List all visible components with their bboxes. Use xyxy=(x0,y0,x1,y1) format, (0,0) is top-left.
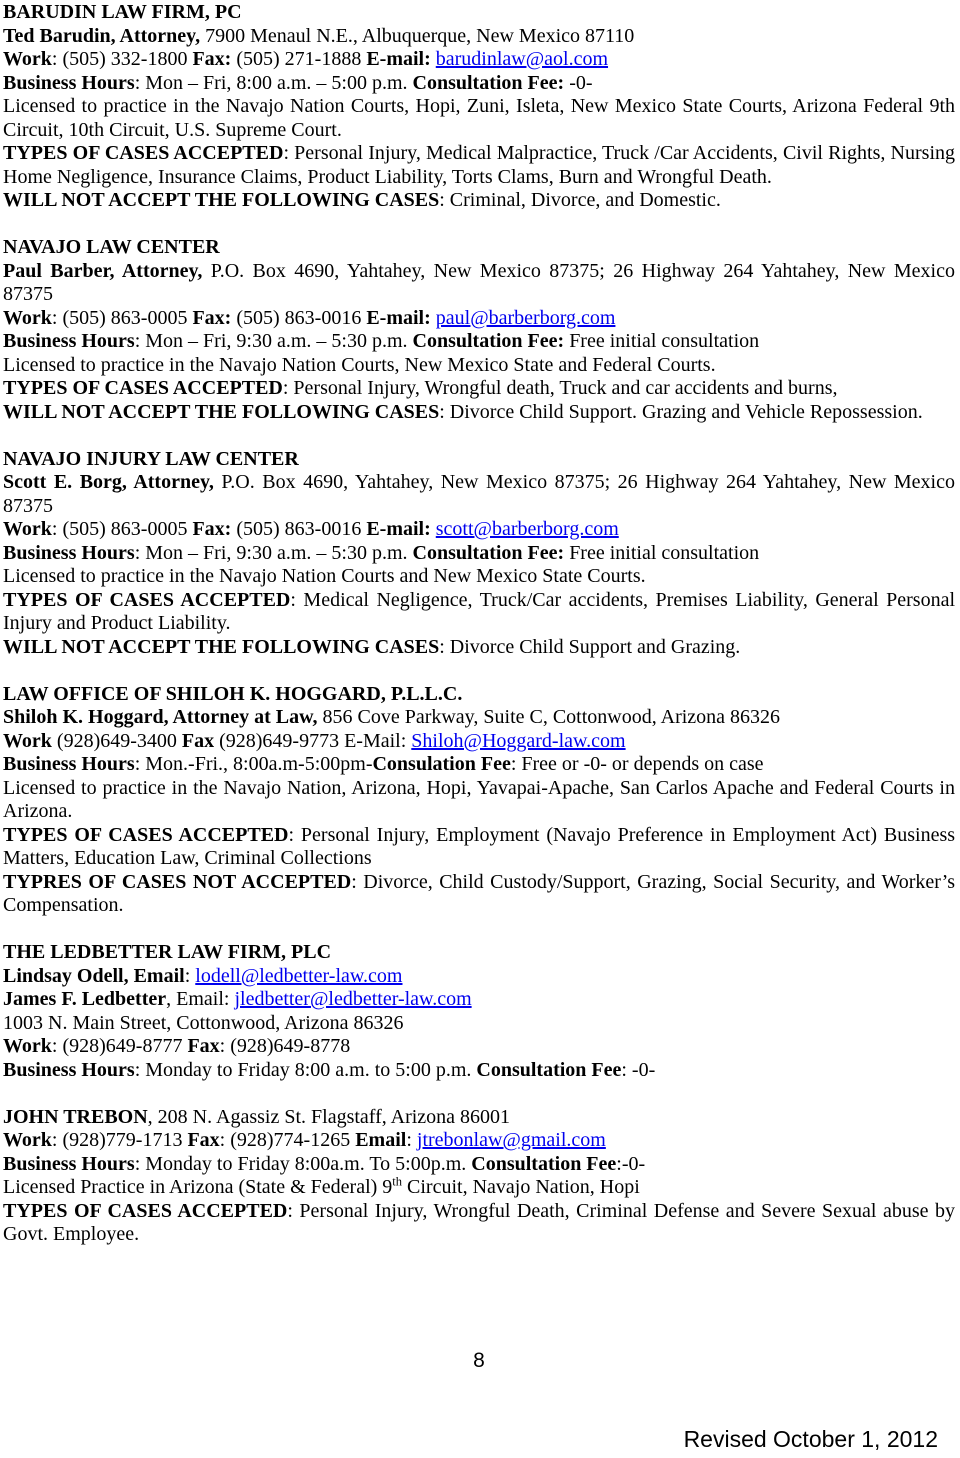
firm-heading xyxy=(3,683,955,707)
label-text: Business Hours xyxy=(3,541,135,564)
paragraph xyxy=(3,636,955,660)
text: : (928)649-8777 xyxy=(51,1035,188,1057)
label-text: Fax xyxy=(181,729,215,752)
label-text: Shiloh K. Hoggard, Attorney at Law, xyxy=(3,706,318,728)
label-text: Business Hours xyxy=(3,753,135,775)
paragraph xyxy=(3,260,955,307)
text: Licensed to practice in the Navajo Nation Courts and New Mexico State Courts. xyxy=(3,565,646,587)
firm-heading xyxy=(3,1,955,25)
text: : Monday to Friday 8:00a.m. To 5:00p.m. xyxy=(134,1152,472,1175)
label-text: TYPES OF CASES ACCEPTED xyxy=(3,588,291,611)
text: Circuit, Navajo Nation, Hopi xyxy=(402,1176,640,1198)
label-text: Consultation Fee: xyxy=(412,71,565,94)
label-text: Work xyxy=(3,1129,52,1151)
text: : Mon – Fri, 9:30 a.m. – 5:30 p.m. xyxy=(134,330,413,352)
label-text: Work xyxy=(3,518,52,540)
label-text: BARUDIN LAW FIRM, PC xyxy=(3,1,242,23)
paragraph xyxy=(3,377,955,401)
paragraph xyxy=(3,72,955,96)
paragraph xyxy=(3,565,955,589)
label-text: Work xyxy=(3,729,52,752)
paragraph xyxy=(3,1176,955,1200)
email-link[interactable]: paul@barberborg.com xyxy=(435,306,616,329)
paragraph xyxy=(3,589,955,636)
label-text: LAW OFFICE OF SHILOH K. HOGGARD, P.L.L.C. xyxy=(3,682,463,705)
label-text: TYPES OF CASES ACCEPTED xyxy=(3,823,289,846)
text: Free initial consultation xyxy=(564,541,760,564)
text: P.O. Box 4690, Yahtahey, New Mexico 87375; 26 Highway 264 Yahtahey, New Mexico 87375 xyxy=(3,471,955,517)
label-text: WILL NOT ACCEPT THE FOLLOWING CASES xyxy=(3,400,440,423)
paragraph xyxy=(3,95,955,142)
firm-section-the-ledbetter-law-firm xyxy=(3,941,955,1082)
text: : Mon.-Fri., 8:00a.m-5:00pm- xyxy=(134,753,373,775)
paragraph xyxy=(3,965,955,989)
document-body xyxy=(3,1,955,1270)
paragraph xyxy=(3,706,955,730)
label-text: NAVAJO INJURY LAW CENTER xyxy=(3,447,299,470)
page-number: 8 xyxy=(473,1349,485,1372)
paragraph xyxy=(3,1059,955,1083)
text: :-0- xyxy=(616,1152,646,1175)
paragraph xyxy=(3,354,955,378)
text: 856 Cove Parkway, Suite C, Cottonwood, Arizona 86326 xyxy=(317,706,781,728)
revision-note: Revised October 1, 2012 xyxy=(683,1426,938,1452)
text: : Free or -0- or depends on case xyxy=(510,753,764,775)
firm-heading xyxy=(3,448,955,472)
text: Licensed to practice in the Navajo Nation Courts, Hopi, Zuni, Isleta, New Mexico State Courts, Arizona Federal 9th Circuit, 10th Circuit, U.S. Supreme Court. xyxy=(3,95,955,141)
label-text: JOHN TREBON xyxy=(3,1105,148,1128)
paragraph xyxy=(3,1035,955,1059)
text: Licensed to practice in the Navajo Nation Courts, New Mexico State and Federal Courts. xyxy=(3,353,716,376)
text: : (505) 863-0005 xyxy=(51,518,193,540)
paragraph xyxy=(3,189,955,213)
paragraph xyxy=(3,988,955,1012)
label-text: Work xyxy=(3,306,52,329)
text: : Mon – Fri, 9:30 a.m. – 5:30 p.m. xyxy=(134,541,413,564)
text: (505) 271-1888 xyxy=(231,48,367,70)
label-text: Consultation Fee xyxy=(476,1058,622,1081)
label-text: Fax xyxy=(187,1035,220,1057)
email-link[interactable]: jledbetter@ledbetter-law.com xyxy=(234,988,472,1010)
email-link[interactable]: barudinlaw@aol.com xyxy=(435,48,609,70)
text: th xyxy=(392,1174,403,1189)
firm-section-navajo-injury-law-center xyxy=(3,448,955,660)
label-text: Consultation Fee xyxy=(471,1152,617,1175)
text: -0- xyxy=(564,71,593,94)
label-text: Consultation Fee: xyxy=(412,541,565,564)
label-text: Fax xyxy=(187,1129,220,1151)
label-text: Business Hours xyxy=(3,330,135,352)
text: , 208 N. Agassiz St. Flagstaff, Arizona 86001 xyxy=(147,1105,511,1128)
paragraph xyxy=(3,307,955,331)
paragraph xyxy=(3,542,955,566)
text: : Medical Negligence, Truck/Car accidents, Premises Liability, General Personal Injury and Product Liability. xyxy=(3,588,956,634)
label-text: THE LEDBETTER LAW FIRM, PLC xyxy=(3,941,332,963)
text: : (505) 863-0005 xyxy=(51,306,193,329)
label-text: Business Hours xyxy=(3,71,135,94)
text: 7900 Menaul N.E., Albuquerque, New Mexico 87110 xyxy=(200,24,635,47)
paragraph xyxy=(3,1200,955,1247)
text: Licensed Practice in Arizona (State & Federal) 9 xyxy=(3,1176,393,1198)
paragraph xyxy=(3,1012,955,1036)
email-link[interactable]: jtrebonlaw@gmail.com xyxy=(416,1129,606,1151)
email-link[interactable]: scott@barberborg.com xyxy=(435,518,619,540)
text: : -0- xyxy=(621,1058,656,1081)
firm-section-john-trebon xyxy=(3,1106,955,1247)
email-link[interactable]: lodell@ledbetter-law.com xyxy=(195,964,403,987)
paragraph xyxy=(3,330,955,354)
text: : Mon – Fri, 8:00 a.m. – 5:00 p.m. xyxy=(134,71,413,94)
label-text: NAVAJO LAW CENTER xyxy=(3,236,220,258)
label-text: Email xyxy=(355,1129,407,1151)
text: P.O. Box 4690, Yahtahey, New Mexico 87375; 26 Highway 264 Yahtahey, New Mexico 87375 xyxy=(3,259,955,305)
firm-heading xyxy=(3,236,955,260)
text: : (505) 332-1800 xyxy=(51,48,193,70)
paragraph xyxy=(3,142,955,189)
paragraph xyxy=(3,1153,955,1177)
paragraph xyxy=(3,777,955,824)
text: 1003 N. Main Street, Cottonwood, Arizona 86326 xyxy=(3,1011,404,1034)
label-text: Scott E. Borg, Attorney, xyxy=(3,471,214,493)
text: : Criminal, Divorce, and Domestic. xyxy=(439,189,721,211)
label-text: E-mail: xyxy=(366,306,431,329)
paragraph xyxy=(3,471,955,518)
label-text: Work xyxy=(3,48,52,70)
label-text: WILL NOT ACCEPT THE FOLLOWING CASES xyxy=(3,189,440,211)
text: : Divorce Child Support. Grazing and Vehicle Repossession. xyxy=(439,400,923,423)
text: Free initial consultation xyxy=(564,330,760,352)
label-text: James F. Ledbetter xyxy=(3,988,167,1010)
label-text: Fax: xyxy=(192,306,232,329)
text: (928)649-9773 E-Mail: xyxy=(214,729,412,752)
label-text: Ted Barudin, Attorney, xyxy=(3,24,201,47)
firm-section-navajo-law-center xyxy=(3,236,955,424)
text: : Divorce Child Support and Grazing. xyxy=(439,635,741,658)
text: : xyxy=(406,1129,417,1151)
label-text: TYPES OF CASES ACCEPTED xyxy=(3,142,284,164)
text: : (928)649-8778 xyxy=(219,1035,351,1057)
text: (505) 863-0016 xyxy=(231,518,367,540)
paragraph xyxy=(3,730,955,754)
paragraph xyxy=(3,25,955,49)
text: (928)649-3400 xyxy=(51,729,182,752)
text: , Email: xyxy=(166,988,235,1010)
text: : xyxy=(184,964,196,987)
label-text: TYPES OF CASES ACCEPTED xyxy=(3,1199,288,1222)
label-text: Business Hours xyxy=(3,1058,135,1081)
text: : Divorce, Child Custody/Support, Grazing, Social Security, and Worker’s Compensation. xyxy=(3,870,956,916)
label-text: TYPRES OF CASES NOT ACCEPTED xyxy=(3,870,352,893)
firm-heading xyxy=(3,941,955,965)
label-text: Lindsay Odell, Email xyxy=(3,964,185,987)
paragraph xyxy=(3,518,955,542)
label-text: TYPES OF CASES ACCEPTED xyxy=(3,377,283,399)
text: (505) 863-0016 xyxy=(231,306,367,329)
label-text: Paul Barber, Attorney, xyxy=(3,259,203,282)
label-text: Work xyxy=(3,1035,52,1057)
label-text: Consultation Fee: xyxy=(412,330,565,352)
firm-heading xyxy=(3,1106,955,1130)
paragraph xyxy=(3,824,955,871)
firm-section-law-office-of-shiloh-k-hoggard xyxy=(3,683,955,918)
label-text: WILL NOT ACCEPT THE FOLLOWING CASES xyxy=(3,635,440,658)
text: : Personal Injury, Medical Malpractice, Truck /Car Accidents, Civil Rights, Nursing Home Negligence, Insurance Claims, Product Liability, Torts Clams, Burn and Wrongful Death. xyxy=(3,142,956,188)
label-text: Consulation Fee xyxy=(372,753,511,775)
text: : (928)774-1265 xyxy=(219,1129,356,1151)
text: Licensed to practice in the Navajo Nation, Arizona, Hopi, Yavapai-Apache, San Carlos Apache and Federal Courts in Arizona. xyxy=(3,776,955,822)
label-text: Fax: xyxy=(192,48,232,70)
label-text: Business Hours xyxy=(3,1152,135,1175)
text: : (928)779-1713 xyxy=(51,1129,188,1151)
text: : Personal Injury, Wrongful Death, Criminal Defense and Severe Sexual abuse by Govt. Employee. xyxy=(3,1199,956,1245)
firm-section-barudin-law-firm xyxy=(3,1,955,213)
text: : Personal Injury, Wrongful death, Truck and car accidents and burns, xyxy=(282,377,838,399)
paragraph xyxy=(3,401,955,425)
text: : Monday to Friday 8:00 a.m. to 5:00 p.m. xyxy=(134,1058,477,1081)
label-text: E-mail: xyxy=(366,48,431,70)
paragraph xyxy=(3,1129,955,1153)
paragraph xyxy=(3,753,955,777)
label-text: Fax: xyxy=(192,518,232,540)
email-link[interactable]: Shiloh@Hoggard-law.com xyxy=(411,729,626,752)
paragraph xyxy=(3,48,955,72)
label-text: E-mail: xyxy=(366,518,431,540)
text: : Personal Injury, Employment (Navajo Preference in Employment Act) Business Matters, Education Law, Criminal Collections xyxy=(3,823,956,869)
paragraph xyxy=(3,871,955,918)
